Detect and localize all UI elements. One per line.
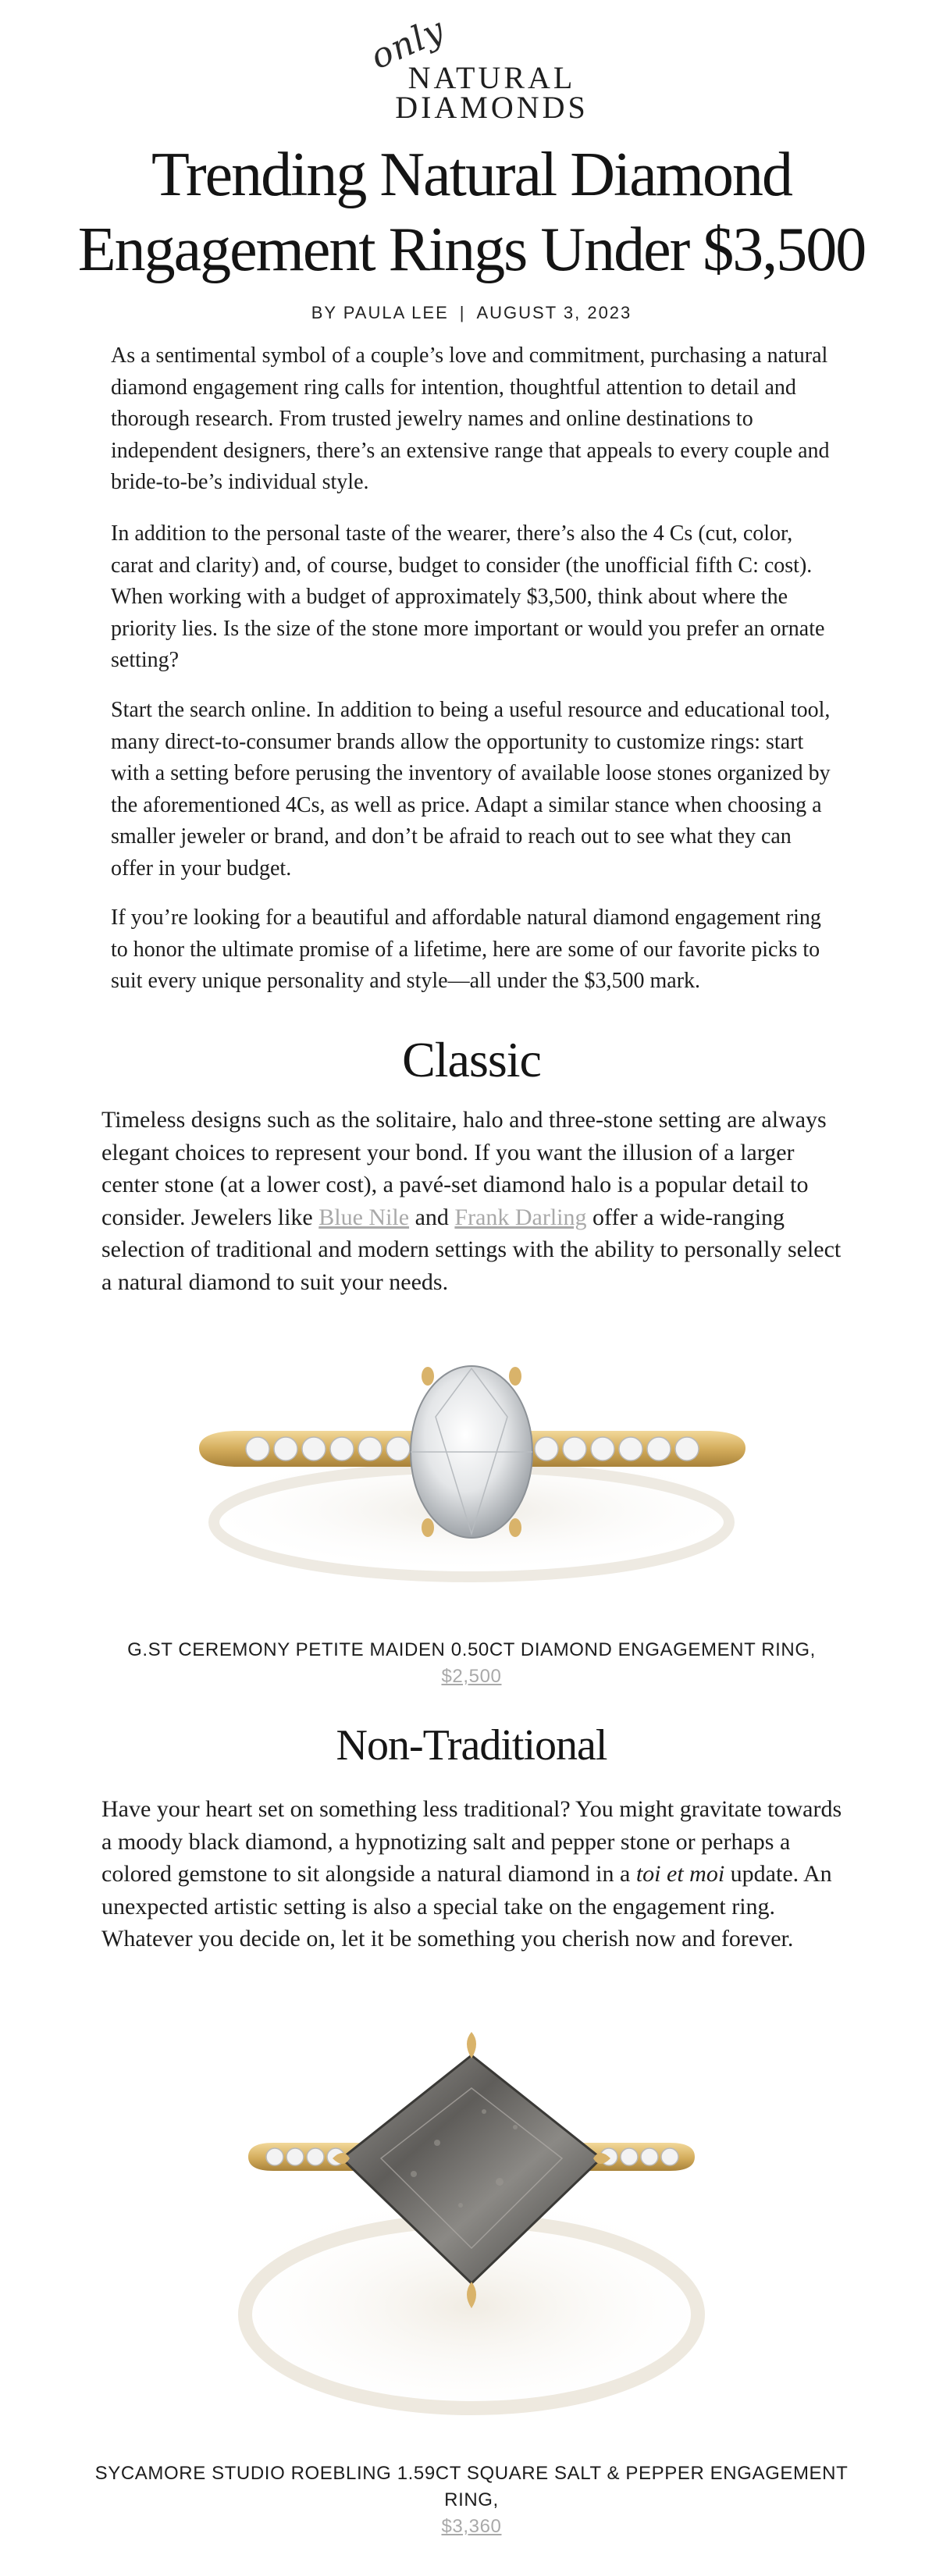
classic-text-after: offer a wide-ranging selection of traditional and modern settings with the ability to personally select a natural diamond to suit your needs. [101, 1204, 842, 1295]
logo-natural: NATURAL [407, 60, 576, 95]
section-heading-classic: Classic [402, 1032, 541, 1087]
intro-paragraph-1: As a sentimental symbol of a couple’s love and commitment, purchasing a natural diamond engagement ring calls for intention, thoughtful attention to detail and thorough research. From trusted jewelry names and online destinations to independent designers, there’s an extensive range that appeals to every couple and bride-to-be’s individual style. [111, 343, 830, 494]
logo-diamonds: DIAMONDS [395, 90, 589, 125]
nontrad-text-before: Have your heart set on something less traditional? You might gravitate towards a moody black diamond, a hypnotizing salt and pepper stone or perhaps a colored gemstone to sit alongside a natural diamond in a [101, 1796, 842, 1887]
non-traditional-ring-name: SYCAMORE STUDIO ROEBLING 1.59CT SQUARE SALT & PEPPER ENGAGEMENT RING, [94, 2463, 849, 2510]
classic-ring-name: G.ST CEREMONY PETITE MAIDEN 0.50CT DIAMOND ENGAGEMENT RING, [127, 1639, 816, 1660]
classic-text-mid: and [409, 1204, 455, 1230]
classic-ring-price-link[interactable]: $2,500 [441, 1666, 502, 1687]
site-logo[interactable] [0, 9, 943, 128]
section-heading-non-traditional: Non-Traditional [336, 1721, 607, 1770]
classic-text-before: Timeless designs such as the solitaire, halo and three-stone setting are always elegant choices to represent your bond. If you want the illusion of a larger center stone (at a lower cost), a pavé-set diamond halo is a popular detail to consider. Jewelers like [101, 1107, 827, 1230]
non-traditional-paragraph [101, 1793, 843, 1955]
byline-separator: | [459, 303, 466, 322]
non-traditional-ring-caption [78, 2460, 865, 2540]
nontrad-text-after: update. An unexpected artistic setting is also a special take on the engagement ring. Whatever you decide on, let it be something you cherish now and forever. [101, 1861, 832, 1952]
logo-only-script: only [365, 9, 451, 78]
classic-paragraph [101, 1104, 843, 1298]
toi-et-moi-italic: toi et moi [635, 1861, 725, 1887]
byline [0, 303, 943, 323]
non-traditional-ring-price-link[interactable]: $3,360 [441, 2516, 502, 2537]
blue-nile-link[interactable]: Blue Nile [318, 1204, 410, 1230]
intro-paragraph-4: If you’re looking for a beautiful and affordable natural diamond engagement ring to honor the ultimate promise of a lifetime, here are some of our favorite picks to suit every unique personality and style—all under the $3,500 mark. [111, 906, 821, 993]
intro-paragraph-2: In addition to the personal taste of the wearer, there’s also the 4 Cs (cut, color, carat and clarity) and, of course, budget to consider (the unofficial fifth C: cost). When working with a budget of approximately $3,500, think about where the priority lies. Is the size of the stone more important or would you prefer an ornate setting? [111, 521, 825, 672]
classic-ring-image[interactable] [0, 1323, 943, 1596]
publish-date: AUGUST 3, 2023 [476, 303, 632, 322]
non-traditional-ring-image[interactable] [0, 2026, 943, 2439]
classic-ring-caption [78, 1637, 865, 1690]
article-title: Trending Natural Diamond Engagement Rings Under $3,500 [77, 141, 866, 284]
author[interactable]: BY PAULA LEE [311, 303, 449, 322]
frank-darling-link[interactable]: Frank Darling [454, 1204, 587, 1230]
intro-paragraph-3: Start the search online. In addition to being a useful resource and educational tool, many direct-to-consumer brands allow the opportunity to customize rings: start with a setting before perusing the inventory of available loose stones organized by the aforementioned 4Cs, as well as price. Adapt a similar stance when choosing a smaller jeweler or brand, and don’t be afraid to reach out to see what they can offer in your budget. [111, 698, 831, 881]
